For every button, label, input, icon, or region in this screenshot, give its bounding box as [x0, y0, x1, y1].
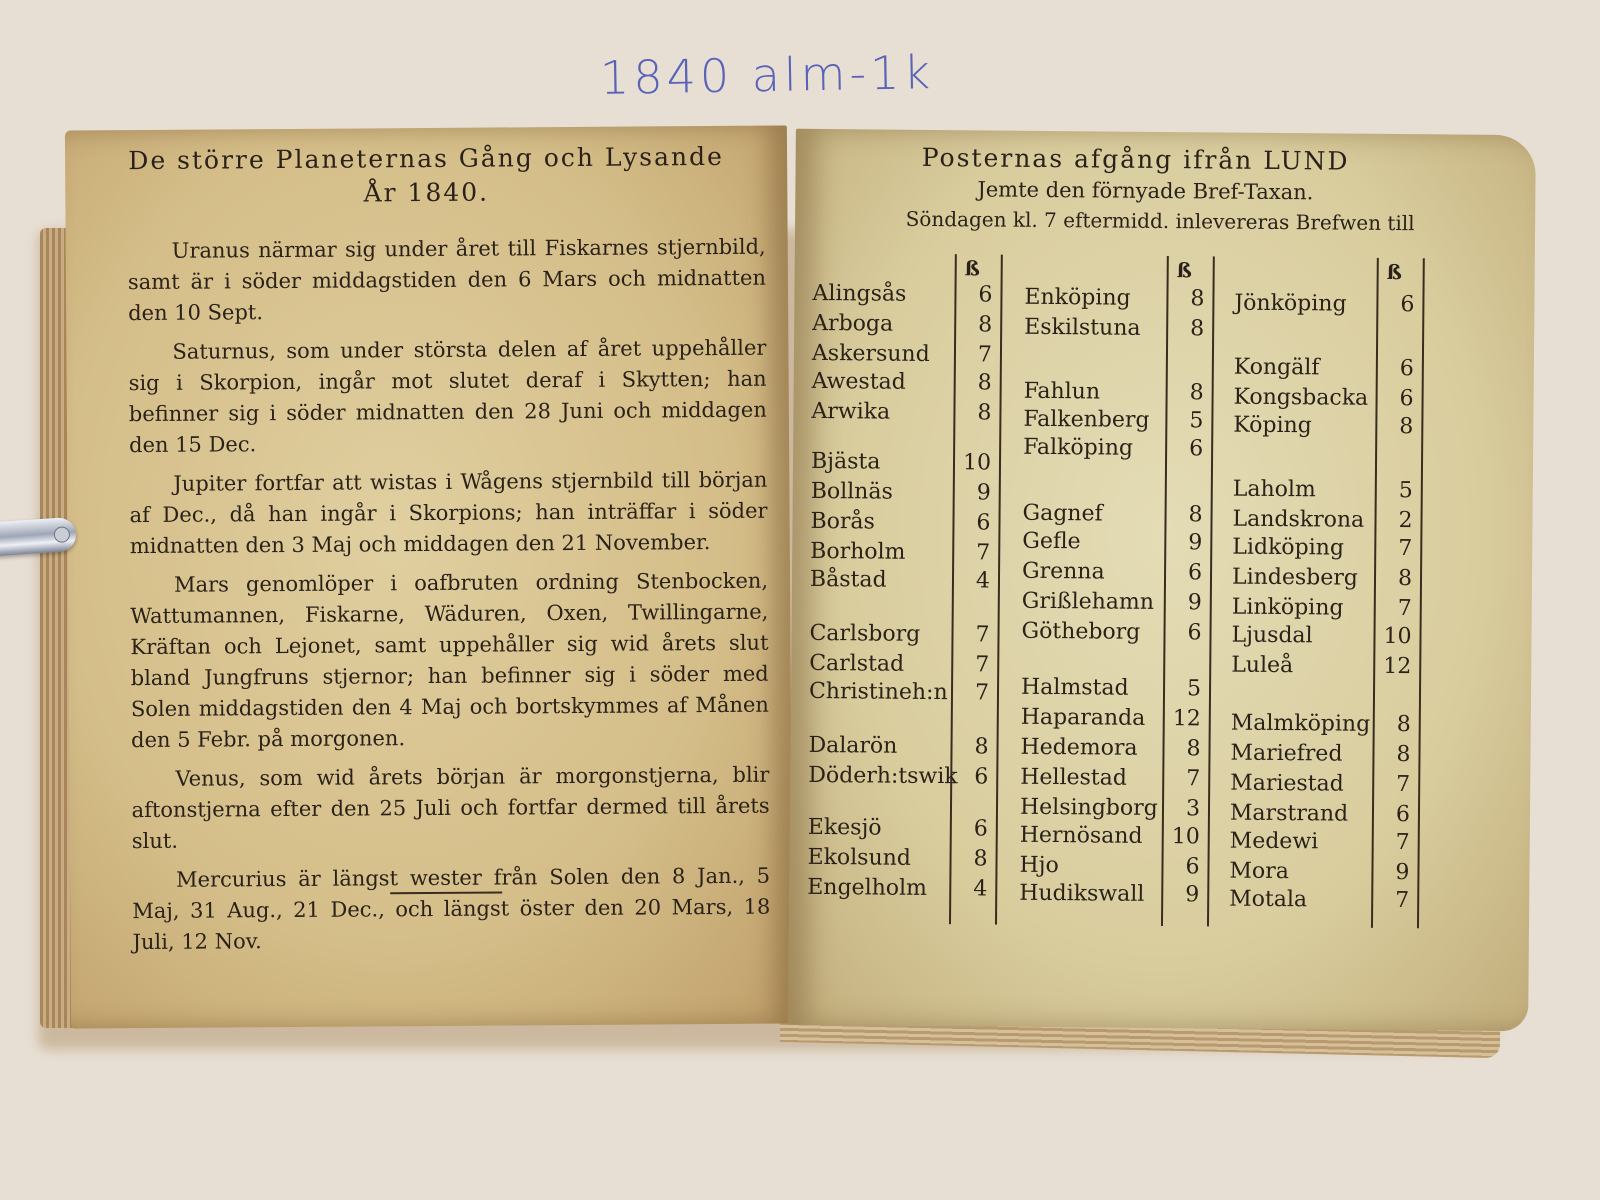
- postage-rate: 8: [1190, 286, 1205, 312]
- postage-rate: 12: [1172, 706, 1201, 732]
- postage-rate: 4: [975, 568, 991, 594]
- rate-row: [1233, 354, 1444, 382]
- rate-row: [807, 814, 1018, 842]
- postage-rate: 6: [1185, 854, 1200, 880]
- town-name: Hudikswall: [1019, 880, 1145, 907]
- rate-row: [1020, 734, 1231, 762]
- town-name: Alingsås: [812, 280, 907, 307]
- postage-rate: 7: [1186, 766, 1201, 792]
- town-name: Christineh:n: [808, 678, 948, 706]
- rate-row: [811, 340, 1022, 368]
- town-name: Grenna: [1021, 558, 1105, 585]
- left-page-body: [128, 232, 771, 958]
- postage-rate: 7: [1398, 536, 1413, 562]
- postage-rate: 5: [1186, 676, 1202, 702]
- rate-row: [1022, 528, 1232, 556]
- town-name: Lidköping: [1232, 534, 1345, 561]
- rate-column-3: [1229, 257, 1445, 929]
- town-name: Falkenberg: [1023, 406, 1150, 433]
- postage-rate: 12: [1383, 653, 1412, 680]
- postage-rate: 9: [976, 480, 991, 506]
- postage-rate: 3: [1185, 796, 1201, 822]
- rate-row: [1229, 858, 1440, 886]
- town-name: Kongsbacka: [1233, 384, 1369, 411]
- rate-row: [1023, 378, 1234, 406]
- town-name: Arwika: [811, 398, 891, 425]
- town-name: Hellestad: [1020, 764, 1128, 791]
- rate-row: [1021, 588, 1232, 616]
- postage-rate: 6: [978, 282, 993, 308]
- rate-row: [1020, 704, 1231, 732]
- postage-rate: 6: [1187, 560, 1203, 586]
- paragraph-mercurius: Mercurius är längst wester från Solen den 8 Jan., 5 Maj, 31 Aug., 21 Dec., och längst öster den 20 Mars, 18 Juli, 12 Nov.: [132, 863, 771, 955]
- rate-row: [1234, 290, 1445, 318]
- town-name: Askersund: [811, 340, 930, 367]
- town-name: Linköping: [1231, 594, 1344, 621]
- town-name: Ekesjö: [807, 814, 882, 841]
- rate-row: [1229, 886, 1439, 914]
- currency-symbol: ß: [964, 256, 981, 281]
- town-name: Borholm: [810, 538, 906, 565]
- rate-row: [812, 310, 1022, 338]
- currency-symbol: ß: [1386, 259, 1403, 285]
- postage-rate: 8: [1397, 566, 1413, 592]
- postage-rate: 8: [1190, 316, 1205, 342]
- postage-rate: 6: [974, 764, 989, 790]
- rate-row: [1230, 740, 1441, 768]
- town-name: Halmstad: [1020, 674, 1129, 701]
- rate-row: [1231, 652, 1441, 680]
- postage-rate: 8: [974, 734, 989, 760]
- town-name: Mariefred: [1230, 740, 1343, 767]
- postage-rate: 8: [977, 370, 992, 396]
- rate-row: [807, 874, 1017, 902]
- column-divider: [1417, 258, 1425, 928]
- town-name: Malmköping: [1230, 710, 1371, 737]
- postage-rate: 9: [1185, 882, 1200, 908]
- town-name: Båstad: [809, 566, 887, 593]
- postage-rate: 6: [976, 510, 991, 536]
- rate-row: [1231, 564, 1442, 592]
- rate-row: [809, 650, 1019, 678]
- rate-row: [1020, 674, 1231, 702]
- town-name: Jönköping: [1234, 290, 1347, 317]
- rate-row: [810, 508, 1021, 536]
- town-name: Borås: [810, 508, 875, 535]
- postage-rate: 8: [1186, 736, 1201, 762]
- postage-rate: 9: [1187, 590, 1202, 616]
- postage-rate: 7: [977, 342, 993, 368]
- postage-rate: 6: [1187, 620, 1202, 646]
- postage-rate: 8: [1188, 502, 1203, 528]
- town-name: Luleå: [1231, 652, 1294, 679]
- rate-row: [1019, 880, 1229, 908]
- rate-row: [1022, 500, 1233, 528]
- column-divider: [995, 255, 1003, 925]
- rate-row: [1021, 558, 1232, 586]
- postage-rate: 8: [1396, 742, 1411, 768]
- postage-rate: 8: [1396, 712, 1411, 738]
- rate-row: [1229, 800, 1440, 828]
- postage-rate: 9: [1395, 860, 1410, 886]
- rate-row: [808, 732, 1019, 760]
- rate-row: [1020, 764, 1230, 792]
- rate-row: [808, 762, 1018, 790]
- postage-rate: 6: [973, 816, 988, 842]
- rate-row: [1229, 828, 1440, 856]
- rate-row: [1019, 822, 1230, 850]
- right-page-note: Söndagen kl. 7 eftermidd. inlevereras Brefwen till: [905, 206, 1415, 236]
- paragraph-saturnus: Saturnus, som under största delen af året uppehåller sig i Skorpion, ingår mot slutet deraf i Skytten; han befinner sig i söder midnatten den 28 Juni och middagen den 15 Dec.: [128, 335, 767, 458]
- rate-row: [810, 478, 1021, 506]
- postage-rate: 4: [973, 876, 988, 902]
- town-name: Ljusdal: [1231, 622, 1313, 649]
- right-page-title: Posternas afgång ifrån LUND: [921, 142, 1350, 176]
- town-name: Lindesberg: [1231, 564, 1359, 591]
- town-name: Bollnäs: [810, 478, 893, 505]
- rate-row: [807, 844, 1018, 872]
- rate-row: [1231, 622, 1442, 650]
- rate-row: [1232, 506, 1443, 534]
- postage-rate: 7: [976, 540, 991, 566]
- rate-row: [1019, 852, 1230, 880]
- paragraph-jupiter: Jupiter fortfar att wistas i Wågens stjernbild till början af Dec., då han ingår i Skorpions; han inträffar i söder midnatten den 3 Maj och middagen den 21 November.: [129, 467, 768, 559]
- postage-rate: 7: [1395, 888, 1410, 914]
- postage-rate: 10: [1383, 623, 1412, 650]
- postage-rate: 8: [978, 312, 993, 338]
- town-name: Fahlun: [1023, 378, 1101, 405]
- postage-rate: 10: [1171, 824, 1200, 850]
- right-page-header: [795, 141, 1536, 239]
- town-name: Falköping: [1023, 434, 1134, 461]
- town-name: Ekolsund: [807, 844, 912, 871]
- paragraph-venus: Venus, som wid årets början är morgonstjerna, blir aftonstjerna efter den 25 Juli och fortfar dermed till årets slut.: [131, 762, 770, 854]
- paragraph-uranus: Uranus närmar sig under året till Fiskarnes stjernbild, samt är i söder middagstiden den 6 Mars och midnatten den 10 Sept.: [127, 234, 767, 326]
- rate-row: [1023, 434, 1233, 462]
- left-title-line1: De större Planeternas Gång och Lysande: [128, 141, 724, 176]
- right-page-subtitle: Jemte den förnyade Bref-Taxan.: [977, 177, 1314, 205]
- town-name: Landskrona: [1232, 506, 1365, 533]
- rate-row: [1232, 534, 1442, 562]
- handwritten-note: 1840 alm-1k: [599, 45, 935, 105]
- postal-rate-table: [807, 253, 1463, 929]
- rate-row: [1231, 594, 1442, 622]
- postage-rate: 8: [1189, 380, 1204, 406]
- town-name: Hjo: [1019, 852, 1059, 879]
- postage-rate: 5: [1398, 478, 1413, 504]
- rate-row: [808, 678, 1019, 706]
- rate-row: [1230, 770, 1440, 798]
- rate-row: [1019, 794, 1230, 822]
- postage-rate: 7: [1397, 596, 1412, 622]
- rate-row: [1024, 284, 1235, 312]
- rate-row: [1023, 406, 1234, 434]
- town-name: Motala: [1229, 886, 1308, 913]
- town-name: Hedemora: [1020, 734, 1138, 761]
- column-divider: [1207, 256, 1215, 926]
- rate-row: [1021, 618, 1232, 646]
- rate-row: [811, 368, 1022, 396]
- postage-rate: 7: [1395, 830, 1410, 856]
- town-name: Götheborg: [1021, 618, 1141, 645]
- rate-row: [812, 280, 1023, 308]
- town-name: Eskilstuna: [1024, 314, 1141, 341]
- postage-rate: 8: [1399, 414, 1414, 440]
- town-name: Helsingborg: [1019, 794, 1158, 821]
- rate-row: [809, 566, 1020, 594]
- town-name: Dalarön: [808, 732, 898, 759]
- postage-rate: 8: [973, 846, 988, 872]
- postage-rate: 7: [1396, 772, 1411, 798]
- rate-row: [810, 448, 1021, 476]
- town-name: Carlstad: [809, 650, 905, 677]
- town-name: Gagnef: [1022, 500, 1103, 527]
- town-name: Engelholm: [807, 874, 928, 901]
- town-name: Awestad: [811, 368, 906, 395]
- left-page: [65, 125, 793, 1028]
- rate-row: [1024, 314, 1234, 342]
- town-name: Enköping: [1024, 284, 1131, 311]
- rate-row: [1230, 710, 1441, 738]
- paragraph-mars: Mars genomlöper i oafbruten ordning Stenbocken, Wattumannen, Fiskarne, Wäduren, Oxen, Twillingarne, Kräftan och Lejonet, samt uppehåller sig wid årets slut bland Jungfruns stjernor; han befinner sig i söder med Solen middagstiden den 4 Maj och bortskymmes af Månen den 5 Febr. på morgonen.: [130, 568, 769, 753]
- rate-column-1: [807, 253, 1023, 925]
- town-name: Laholm: [1232, 476, 1316, 503]
- rate-row: [1233, 412, 1443, 440]
- town-name: Marstrand: [1229, 800, 1349, 827]
- postage-rate: 6: [1400, 292, 1415, 318]
- rate-row: [809, 620, 1020, 648]
- town-name: Döderh:tswik: [808, 762, 958, 790]
- left-page-title: [65, 139, 787, 212]
- postage-rate: 6: [1189, 436, 1204, 462]
- town-name: Medewi: [1229, 828, 1319, 855]
- town-name: Kongälf: [1233, 354, 1320, 381]
- right-page: [788, 129, 1536, 1031]
- postage-rate: 7: [975, 622, 990, 648]
- rate-row: [1233, 384, 1444, 412]
- postage-rate: 8: [977, 400, 992, 426]
- postage-rate: 6: [1395, 802, 1411, 828]
- rate-row: [1232, 476, 1443, 504]
- currency-symbol: ß: [1176, 258, 1193, 283]
- town-name: Bjästa: [810, 448, 881, 475]
- rate-column-2: [1019, 255, 1235, 927]
- postage-rate: 7: [974, 680, 990, 706]
- town-name: Köping: [1233, 412, 1312, 439]
- town-name: Mora: [1229, 858, 1289, 885]
- town-name: Carlsborg: [809, 620, 921, 647]
- postage-rate: 9: [1188, 530, 1203, 556]
- postage-rate: 6: [1399, 356, 1414, 382]
- postage-rate: 2: [1398, 508, 1413, 534]
- town-name: Gefle: [1022, 528, 1081, 555]
- rate-row: [810, 538, 1020, 566]
- town-name: Haparanda: [1020, 704, 1146, 731]
- postage-rate: 7: [975, 652, 990, 678]
- left-title-line2: År 1840.: [363, 177, 490, 208]
- town-name: Arboga: [812, 310, 894, 337]
- town-name: Grißlehamn: [1021, 588, 1155, 615]
- postage-rate: 6: [1399, 386, 1414, 412]
- town-name: Hernösand: [1019, 822, 1143, 849]
- postage-rate: 10: [962, 450, 992, 476]
- rate-row: [811, 398, 1022, 426]
- postage-rate: 5: [1189, 408, 1204, 434]
- town-name: Mariestad: [1230, 770, 1344, 797]
